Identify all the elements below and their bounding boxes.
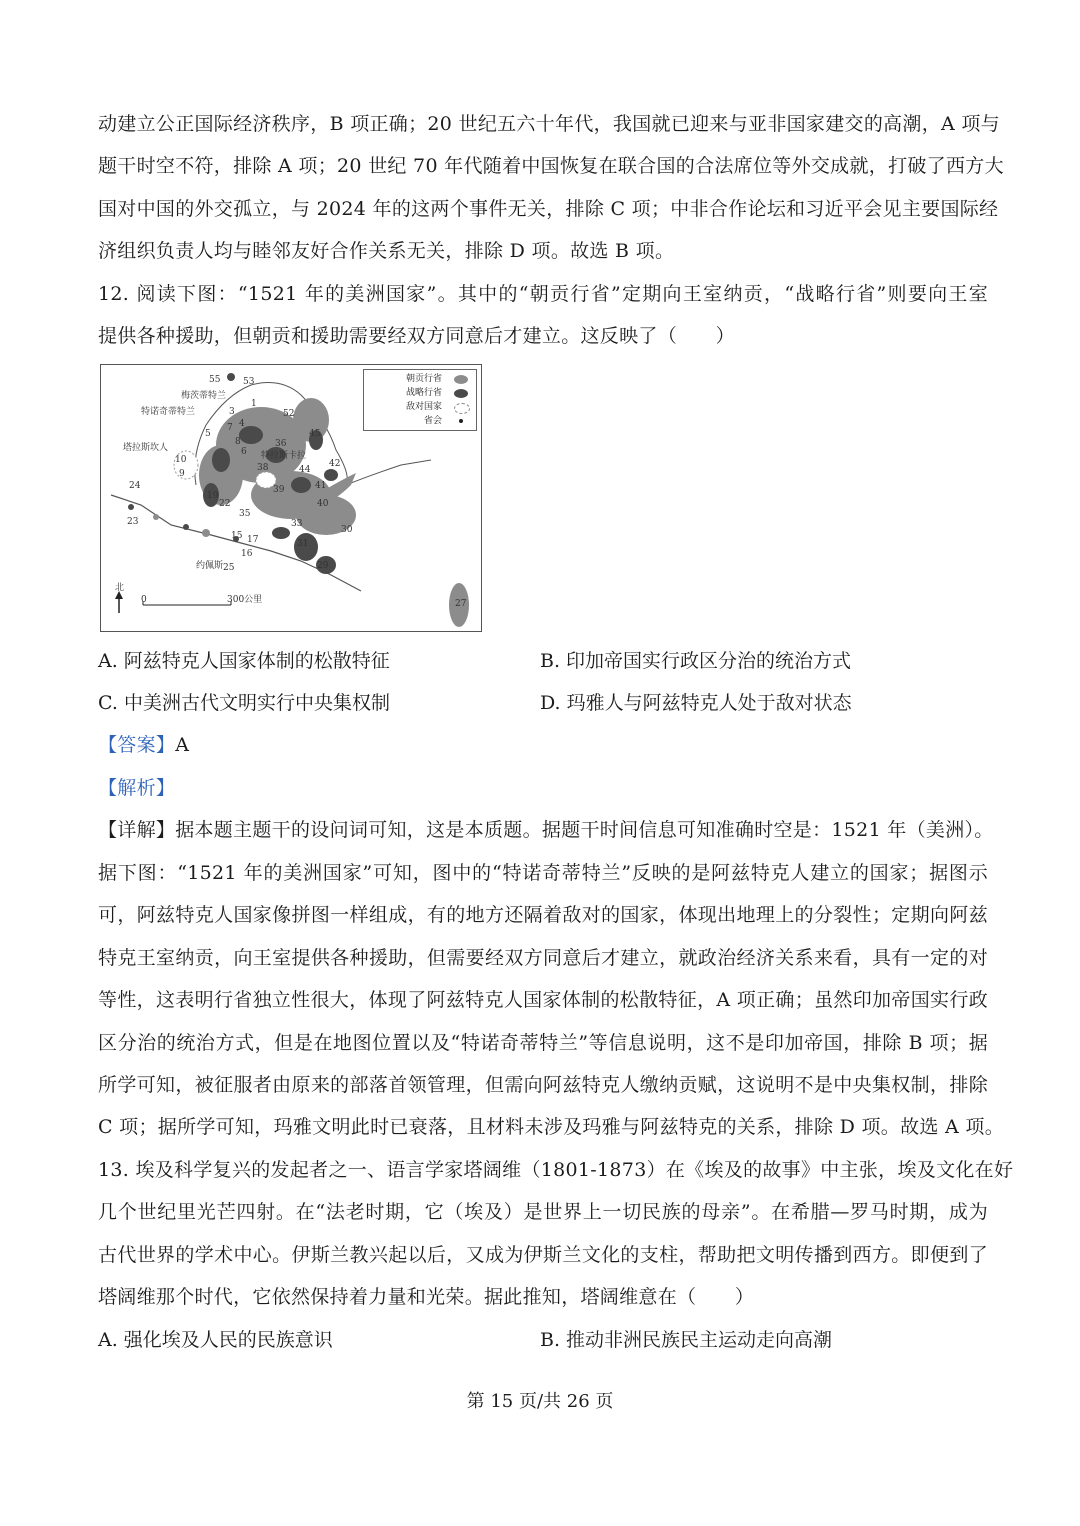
province-number: 33 bbox=[291, 519, 303, 529]
province-number: 45 bbox=[309, 429, 321, 439]
province-number: 8 bbox=[235, 437, 241, 447]
legend-capital-label: 省会 bbox=[424, 416, 443, 426]
province-number: 5 bbox=[205, 429, 211, 439]
province-number: 19 bbox=[207, 491, 219, 501]
q12-option-b: B. 印加帝国实行政区分治的统治方式 bbox=[540, 650, 852, 672]
detail-tag: 【详解】 bbox=[98, 819, 176, 841]
province-number: 27 bbox=[455, 599, 467, 609]
province-number: 4 bbox=[239, 419, 245, 429]
q13-stem-line: 13. 埃及科学复兴的发起者之一、语言学家塔阔维（1801-1873）在《埃及的故事》中主张，埃及文化在好 bbox=[98, 1159, 1014, 1181]
legend-strategic-label: 战略行省 bbox=[406, 388, 443, 398]
q13-stem-line: 塔阔维那个时代，它依然保持着力量和光荣。据此推知，塔阔维意在（ ） bbox=[98, 1286, 755, 1308]
province-number: 39 bbox=[273, 485, 285, 495]
legend-strategic-swatch bbox=[454, 389, 468, 398]
q12-detail-line: 可，阿兹特克人国家像拼图一样组成，有的地方还隔着敌对的国家，体现出地理上的分裂性；定期向阿兹 bbox=[98, 904, 988, 926]
q13-stem-line: 古代世界的学术中心。伊斯兰教兴起以后，又成为伊斯兰文化的支柱，帮助把文明传播到西方。即便到了 bbox=[98, 1244, 988, 1266]
intro-line: 题干时空不符，排除 A 项；20 世纪 70 年代随着中国恢复在联合国的合法席位等外交成就，打破了西方大 bbox=[98, 155, 1004, 177]
province-number: 15 bbox=[231, 531, 243, 541]
place-label: 梅茨蒂特兰 bbox=[181, 391, 227, 401]
province-number: 31 bbox=[297, 539, 309, 549]
province-number: 35 bbox=[239, 509, 251, 519]
strategic-region bbox=[324, 469, 338, 481]
province-number: 53 bbox=[243, 377, 255, 387]
north-label: 北 bbox=[115, 583, 125, 593]
intro-line: 济组织负责人均与睦邻友好合作关系无关，排除 D 项。故选 B 项。 bbox=[98, 240, 675, 262]
province-number: 9 bbox=[179, 469, 185, 479]
q12-analysis-line bbox=[98, 776, 988, 800]
place-label: 特诺奇蒂特兰 bbox=[141, 407, 196, 417]
legend-capital-dot bbox=[459, 419, 463, 423]
province-number: 25 bbox=[223, 563, 235, 573]
answer-tag: 【答案】 bbox=[98, 734, 176, 756]
q12-detail-line: 等性，这表明行省独立性很大，体现了阿兹特克人国家体制的松散特征，A 项正确；虽然印加帝国实行政 bbox=[98, 989, 988, 1011]
province-number: 52 bbox=[283, 409, 295, 419]
q12-stem-line: 提供各种援助，但朝贡和援助需要经双方同意后才建立。这反映了（ ） bbox=[98, 325, 735, 347]
q12-detail-line: 区分治的统治方式，但是在地图位置以及“特诺奇蒂特兰”等信息说明，这不是印加帝国，排除 B 项；据 bbox=[98, 1032, 988, 1054]
province-number: 29 bbox=[317, 561, 329, 571]
q13-option-a: A. 强化埃及人民的民族意识 bbox=[98, 1329, 333, 1351]
province-number: 55 bbox=[209, 375, 221, 385]
strategic-region bbox=[227, 373, 235, 381]
map-legend bbox=[363, 369, 477, 431]
place-label: 约佩斯 bbox=[196, 561, 224, 571]
legend-enemy-label: 敌对国家 bbox=[406, 402, 443, 412]
legend-tributary-swatch bbox=[454, 375, 468, 384]
province-number: 10 bbox=[175, 455, 187, 465]
detail-text: 据本题主题干的设问词可知，这是本质题。据题干时间信息可知准确时空是：1521 年（美洲）。 bbox=[175, 819, 994, 841]
place-label: 塔拉斯坎人 bbox=[123, 443, 169, 453]
q12-option-c: C. 中美洲古代文明实行中央集权制 bbox=[98, 692, 390, 714]
place-label: 特拉斯卡拉 bbox=[261, 451, 307, 461]
strategic-region bbox=[212, 448, 230, 472]
province-number: 22 bbox=[219, 499, 231, 509]
province-number: 23 bbox=[127, 517, 139, 527]
province-number: 6 bbox=[241, 447, 247, 457]
page-number-footer: 第 15 页/共 26 页 bbox=[466, 1391, 614, 1412]
strategic-region bbox=[291, 477, 311, 493]
strategic-region bbox=[272, 527, 290, 539]
legend-tributary-label: 朝贡行省 bbox=[406, 374, 443, 384]
q13-option-b: B. 推动非洲民族民主运动走向高潮 bbox=[540, 1329, 833, 1351]
province-number: 16 bbox=[241, 549, 253, 559]
province-number: 40 bbox=[317, 499, 329, 509]
legend-enemy-swatch bbox=[454, 403, 470, 414]
q12-detail-line: 所学可知，被征服者由原来的部落首领管理，但需向阿兹特克人缴纳贡赋，这说明不是中央集权制，排除 bbox=[98, 1074, 988, 1096]
intro-line: 动建立公正国际经济秩序，B 项正确；20 世纪五六十年代，我国就已迎来与亚非国家建交的高潮，A 项与 bbox=[98, 113, 1000, 135]
q12-detail-line: C 项；据所学可知，玛雅文明此时已衰落，且材料未涉及玛雅与阿兹特克的关系，排除 D 项。故选 A 项。 bbox=[98, 1116, 1004, 1138]
province-number: 17 bbox=[247, 535, 259, 545]
province-number: 30 bbox=[341, 525, 353, 535]
province-number: 7 bbox=[227, 423, 233, 433]
q12-stem-line: 12. 阅读下图：“1521 年的美洲国家”。其中的“朝贡行省”定期向王室纳贡，“战略行省”则要向王室 bbox=[98, 283, 988, 305]
q12-detail-line: 据下图：“1521 年的美洲国家”可知，图中的“特诺奇蒂特兰”反映的是阿兹特克人建立的国家；据图示 bbox=[98, 862, 988, 884]
americas-1521-map bbox=[100, 364, 482, 632]
q13-stem-line: 几个世纪里光芒四射。在“法老时期，它（埃及）是世界上一切民族的母亲”。在希腊—罗马时期，成为 bbox=[98, 1201, 988, 1223]
q12-detail-line: 特克王室纳贡，向王室提供各种援助，但需要经双方同意后才建立，就政治经济关系来看，具有一定的对 bbox=[98, 947, 988, 969]
answer-value: A bbox=[175, 734, 190, 756]
intro-line: 国对中国的外交孤立，与 2024 年的这两个事件无关，排除 C 项；中非合作论坛和习近平会见主要国际经 bbox=[98, 198, 999, 220]
scale-start-label: 0 bbox=[141, 595, 147, 605]
q12-option-a: A. 阿兹特克人国家体制的松散特征 bbox=[98, 650, 390, 672]
analysis-tag: 【解析】 bbox=[98, 777, 176, 799]
province-number: 41 bbox=[315, 481, 327, 491]
scale-end-label: 300公里 bbox=[227, 595, 263, 605]
q12-option-d: D. 玛雅人与阿兹特克人处于敌对状态 bbox=[540, 692, 852, 714]
q12-detail-line bbox=[98, 818, 994, 842]
province-number: 24 bbox=[129, 481, 141, 491]
province-number: 42 bbox=[329, 459, 341, 469]
province-number: 1 bbox=[251, 399, 257, 409]
province-number: 36 bbox=[275, 439, 287, 449]
province-number: 38 bbox=[257, 463, 269, 473]
q12-answer-line bbox=[98, 733, 988, 757]
province-number: 44 bbox=[299, 465, 311, 475]
province-number: 3 bbox=[229, 407, 235, 417]
